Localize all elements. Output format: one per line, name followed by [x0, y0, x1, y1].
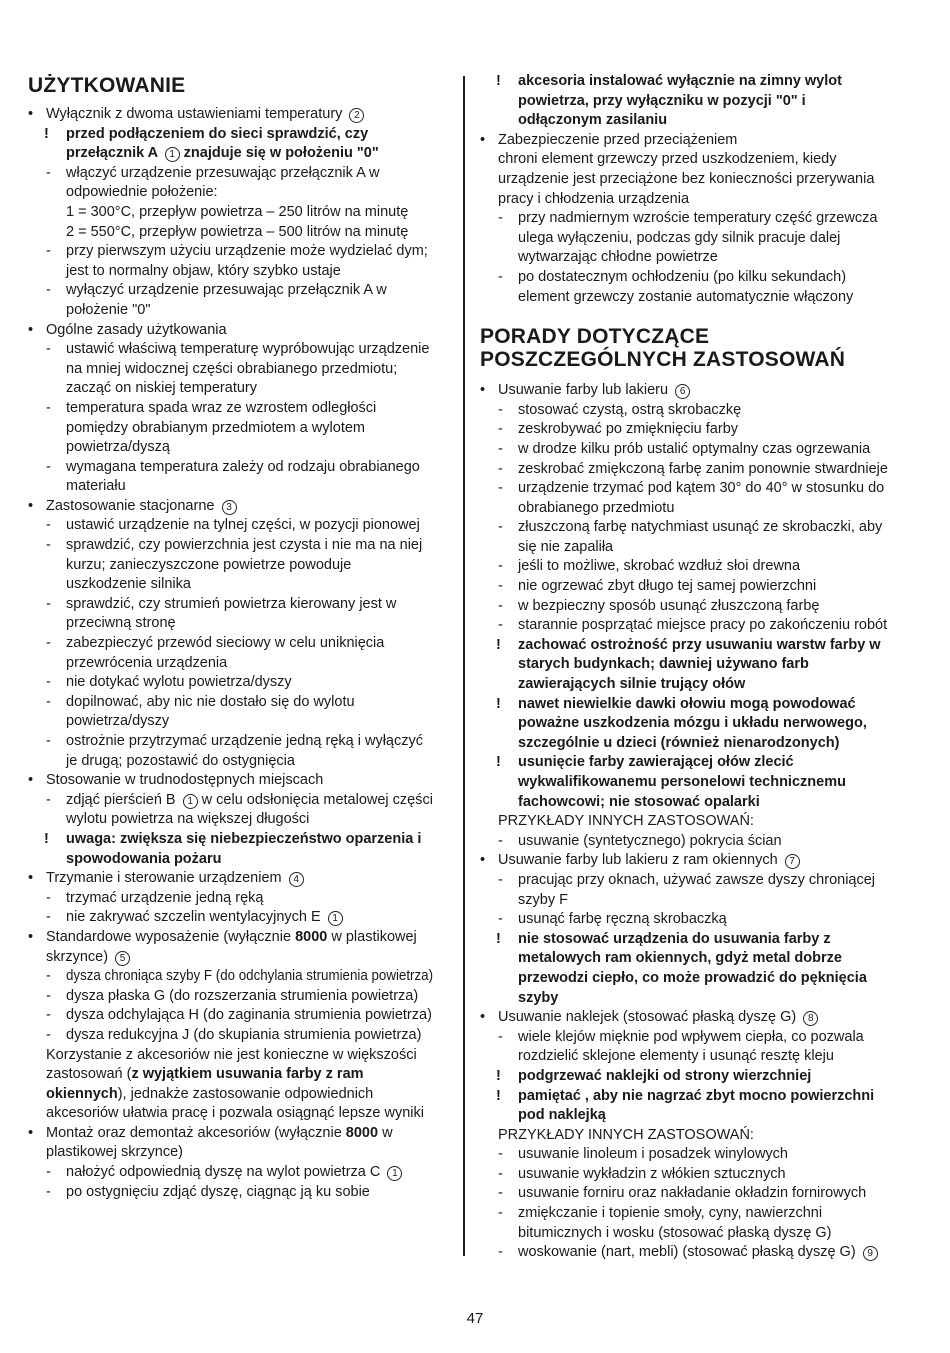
- list-item: - zabezpieczyć przewód sieciowy w celu uniknięcia: [46, 635, 385, 652]
- warning-continuation: szczególnie u dzieci (również nienarodzonych): [518, 734, 840, 751]
- list-continuation: pomiędzy obrabianym przedmiotem a wylotem: [66, 419, 365, 436]
- warning-item: ! akcesoria instalować wyłącznie na zimny wylot: [496, 73, 842, 89]
- list-continuation: kurzu; zanieczyszczone powietrze powoduje: [66, 556, 352, 573]
- list-item: - pracując przy oknach, używać zawsze dyszy chroniącej: [498, 871, 876, 888]
- figure-ref: 2: [349, 108, 364, 123]
- list-item: • Zabezpieczenie przed przeciążeniem: [480, 131, 738, 148]
- section-heading-uzytkowanie: UŻYTKOWANIE: [28, 74, 186, 97]
- warning-continuation: poważne uszkodzenia mózgu i układu nerwowego,: [518, 715, 867, 732]
- figure-ref: 1: [387, 1166, 402, 1181]
- warning-continuation: metalowych ram okiennych, gdyż metal dobrze: [518, 950, 842, 967]
- list-continuation: szyby F: [518, 891, 568, 908]
- list-continuation: ulega wyłączeniu, podczas gdy silnik pracuje dalej: [518, 229, 841, 246]
- list-continuation: powietrza/dyszy: [66, 713, 170, 730]
- list-item: • Standardowe wyposażenie (wyłącznie 8000 w plastikowej: [28, 928, 417, 945]
- left-column: [28, 70, 448, 1202]
- list-item: - usuwanie linoleum i posadzek winylowych: [498, 1146, 788, 1163]
- list-continuation: na mniej widocznej części obrabianego przedmiotu;: [66, 360, 398, 377]
- list-item: • Wyłącznik z dwoma ustawieniami temperatury 2: [28, 105, 448, 125]
- list-item: - przy pierwszym użyciu urządzenie może wydzielać dym;: [46, 243, 428, 260]
- list-item: - zmiękczanie i topienie smoły, cyny, nawierzchni: [498, 1205, 823, 1222]
- list-item: - nałożyć odpowiednią dyszę na wylot powietrza C 1: [28, 1163, 448, 1183]
- paragraph-line: akcesoriów ułatwia pracę i pozwala osiągnąć lepsze wyniki: [46, 1105, 424, 1122]
- figure-ref: 5: [115, 951, 130, 966]
- list-item: - ustawić właściwą temperaturę wypróbowując urządzenie: [46, 341, 430, 358]
- figure-ref: 6: [675, 384, 690, 399]
- warning-continuation: pod naklejką: [518, 1107, 606, 1124]
- figure-ref: 1: [165, 147, 180, 162]
- list-item: - po dostatecznym ochłodzeniu (po kilku sekundach): [498, 268, 847, 285]
- list-item: - złuszczoną farbę natychmiast usunąć ze skrobaczki, aby: [498, 519, 883, 536]
- figure-ref: 9: [863, 1246, 878, 1261]
- warning-continuation: fachowcowi; nie stosować opalarki: [518, 793, 760, 810]
- list-continuation: 1 = 300°C, przepływ powietrza – 250 litrów na minutę: [66, 203, 409, 220]
- list-item: • Usuwanie naklejek (stosować płaską dyszę G) 8: [480, 1008, 910, 1028]
- list-item: - sprawdzić, czy strumień powietrza kierowany jest w: [46, 595, 397, 612]
- list-item: - włączyć urządzenie przesuwając przełącznik A w: [46, 164, 380, 181]
- list-item: - usunąć farbę ręczną skrobaczką: [498, 911, 727, 928]
- list-item: - usuwanie forniru oraz nakładanie okładzin fornirowych: [498, 1185, 867, 1202]
- list-item: - urządzenie trzymać pod kątem 30° do 40° w stosunku do: [498, 480, 885, 497]
- list-item: - woskowanie (nart, mebli) (stosować płaską dyszę G) 9: [480, 1243, 910, 1263]
- paragraph-line: chroni element grzewczy przed uszkodzeniem, kiedy: [498, 151, 837, 168]
- examples-heading: PRZYKŁADY INNYCH ZASTOSOWAŃ:: [498, 813, 754, 830]
- figure-ref: 7: [785, 854, 800, 869]
- list-item: - zeskrobywać po zmięknięciu farby: [498, 421, 739, 438]
- list-item: - zdjąć pierścień B 1 w celu odsłonięcia metalowej części: [46, 791, 433, 808]
- list-continuation: wytwarzając chłodne powietrze: [518, 249, 718, 266]
- warning-item: ! podgrzewać naklejki od strony wierzchniej: [496, 1067, 812, 1084]
- list-continuation: je drugą; pozostawić do ostygnięcia: [66, 752, 295, 769]
- list-item: - nie dotykać wylotu powietrza/dyszy: [46, 674, 292, 691]
- list-item: - przy nadmiernym wzroście temperatury część grzewcza: [498, 210, 878, 227]
- list-item: - trzymać urządzenie jedną ręką: [46, 889, 264, 906]
- paragraph-line: pracy i chłodzenia urządzenia: [498, 190, 690, 207]
- figure-ref: 1: [183, 794, 198, 809]
- warning-continuation: powietrza, przy wyłączniku w pozycji "0" i: [518, 92, 806, 109]
- list-item: - zeskrobać zmiękczoną farbę zanim ponownie stwardnieje: [498, 460, 888, 477]
- list-item: - ustawić urządzenie na tylnej części, w pozycji pionowej: [46, 517, 420, 534]
- figure-ref: 4: [289, 872, 304, 887]
- list-continuation: skrzynce) 5: [28, 948, 448, 968]
- list-continuation: plastikowej skrzynce): [46, 1144, 183, 1161]
- list-item: - usuwanie (syntetycznego) pokrycia ścian: [498, 832, 782, 849]
- warning-continuation: starych budynkach; dawniej używano farb: [518, 656, 809, 673]
- examples-heading: PRZYKŁADY INNYCH ZASTOSOWAŃ:: [498, 1126, 754, 1143]
- list-item: - dysza chroniąca szyby F (do odchylania strumienia powietrza): [46, 968, 434, 985]
- list-item: • Montaż oraz demontaż akcesoriów (wyłącznie 8000 w: [28, 1124, 393, 1141]
- list-item: - wyłączyć urządzenie przesuwając przełącznik A w: [46, 282, 387, 299]
- list-continuation: element grzewczy zostanie automatycznie włączony: [518, 288, 854, 305]
- warning-continuation: szyby: [518, 989, 559, 1006]
- figure-ref: 3: [222, 500, 237, 515]
- list-continuation: uszkodzenie silnika: [66, 576, 191, 593]
- list-item: - sprawdzić, czy powierzchnia jest czysta i nie ma na niej: [46, 537, 423, 554]
- list-continuation: obrabianego przedmiotu: [518, 499, 675, 516]
- list-item: - w bezpieczny sposób usunąć złuszczoną farbę: [498, 597, 820, 614]
- page-number: 47: [466, 1310, 484, 1327]
- list-item: • Stosowanie w trudnodostępnych miejscach: [28, 772, 324, 789]
- figure-ref: 1: [328, 911, 343, 926]
- list-continuation: przeciwną stronę: [66, 615, 176, 632]
- list-item: - dysza płaska G (do rozszerzania strumienia powietrza): [46, 987, 419, 1004]
- list-item: - nie ogrzewać zbyt długo tej samej powierzchni: [498, 578, 817, 595]
- list-continuation: powietrza/dyszą: [66, 439, 170, 456]
- list-item: • Usuwanie farby lub lakieru 6: [480, 381, 910, 401]
- warning-continuation: przewodzi ciepło, co może prowadzić do pęknięcia: [518, 969, 867, 986]
- warning-item: ! zachować ostrożność przy usuwaniu warstw farby w: [496, 636, 881, 653]
- list-continuation: wylotu powietrza na większej długości: [66, 811, 310, 828]
- list-item: - stosować czystą, ostrą skrobaczkę: [498, 401, 742, 418]
- list-item: - dysza redukcyjna J (do skupiania strumienia powietrza): [46, 1026, 422, 1043]
- list-continuation: przewrócenia urządzenia: [66, 654, 228, 671]
- list-item: • Zastosowanie stacjonarne 3: [28, 497, 448, 517]
- list-continuation: rozdzielić sklejone elementy i usunąć resztę kleju: [518, 1048, 834, 1065]
- list-continuation: położenie "0": [66, 301, 151, 318]
- warning-item: ! uwaga: zwiększa się niebezpieczeństwo oparzenia i: [44, 830, 422, 847]
- figure-ref: 8: [803, 1011, 818, 1026]
- paragraph-line: okiennych), jednakże zastosowanie odpowiednich: [46, 1085, 374, 1102]
- right-column: [480, 72, 910, 1263]
- warning-continuation: odłączonym zasilaniu: [518, 112, 668, 129]
- list-item: • Usuwanie farby lub lakieru z ram okiennych 7: [480, 851, 910, 871]
- warning-item: ! pamiętać , aby nie nagrzać zbyt mocno powierzchni: [496, 1087, 875, 1104]
- list-item: - temperatura spada wraz ze wzrostem odległości: [46, 399, 377, 416]
- list-continuation: 2 = 550°C, przepływ powietrza – 500 litrów na minutę: [66, 223, 409, 240]
- list-item: - starannie posprzątać miejsce pracy po zakończeniu robót: [498, 617, 888, 634]
- warning-continuation: wykwalifikowanemu personelowi technicznemu: [518, 774, 846, 790]
- list-continuation: jest to normalny objaw, który szybko ustaje: [66, 262, 341, 279]
- list-item: - dopilnować, aby nic nie dostało się do wylotu: [46, 693, 355, 710]
- list-continuation: materiału: [66, 478, 126, 495]
- list-item: • Ogólne zasady użytkowania: [28, 321, 227, 338]
- list-item: • Trzymanie i sterowanie urządzeniem 4: [28, 869, 448, 889]
- list-item: - usuwanie wykładzin z włókien sztucznych: [498, 1165, 786, 1182]
- list-item: - jeśli to możliwe, skrobać wzdłuż słoi drewna: [498, 558, 801, 575]
- warning-continuation: przełącznik A 1 znajduje się w położeniu "0": [66, 145, 379, 162]
- warning-item: ! usunięcie farby zawierającej ołów zlecić: [496, 754, 794, 771]
- paragraph-line: urządzenie jest przeciążone bez konieczności przerywania: [498, 170, 875, 187]
- list-item: - dysza odchylająca H (do zaginania strumienia powietrza): [46, 1007, 432, 1024]
- list-item: - po ostygnięciu zdjąć dyszę, ciągnąc ją ku sobie: [46, 1183, 370, 1200]
- warning-item: ! przed podłączeniem do sieci sprawdzić, czy: [44, 125, 369, 142]
- list-continuation: zacząć on niskiej temperatury: [66, 380, 257, 397]
- warning-continuation: spowodowania pożaru: [66, 850, 222, 867]
- warning-item: ! nawet niewielkie dawki ołowiu mogą powodować: [496, 695, 856, 712]
- list-continuation: odpowiednie położenie:: [66, 184, 218, 201]
- column-divider: [463, 76, 465, 1256]
- warning-item: ! nie stosować urządzenia do usuwania farby z: [496, 930, 831, 947]
- list-item: - w drodze kilku prób ustalić optymalny czas ogrzewania: [498, 440, 871, 457]
- list-item: - wiele klejów mięknie pod wpływem ciepła, co pozwala: [498, 1028, 864, 1045]
- list-item: - ostrożnie przytrzymać urządzenie jedną ręką i wyłączyć: [46, 733, 423, 749]
- paragraph-line: Korzystanie z akcesoriów nie jest konieczne w większości: [46, 1046, 417, 1063]
- warning-continuation: zawierających silnie trujący ołów: [518, 676, 746, 693]
- list-item: - wymagana temperatura zależy od rodzaju obrabianego: [46, 458, 420, 475]
- paragraph-line: zastosowań (z wyjątkiem usuwania farby z ram: [46, 1066, 364, 1083]
- section-heading-porady: PORADY DOTYCZĄCE POSZCZEGÓLNYCH ZASTOSOWAŃ: [480, 325, 846, 372]
- list-item: - nie zakrywać szczelin wentylacyjnych E 1: [28, 908, 448, 928]
- list-continuation: bitumicznych i wosku (stosować płaską dyszę G): [518, 1224, 832, 1241]
- list-continuation: się nie zapaliła: [518, 538, 614, 555]
